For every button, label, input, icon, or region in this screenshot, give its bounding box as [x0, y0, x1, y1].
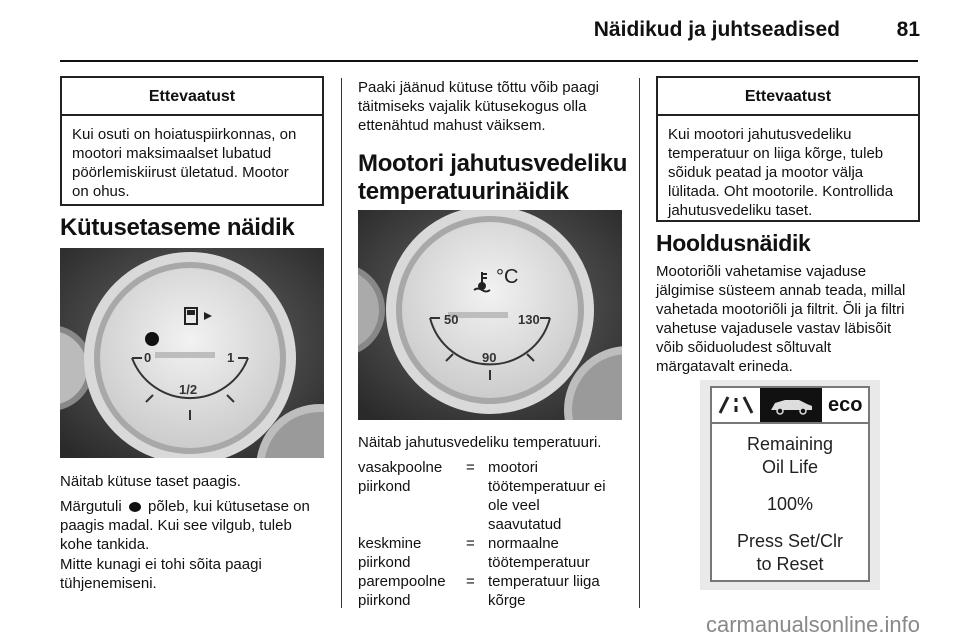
- warning-title: Ettevaatust: [62, 78, 322, 116]
- text-line: täitmiseks vajalik kütusekogus olla: [358, 98, 587, 115]
- oil-line-2: Oil Life: [761, 457, 819, 477]
- temp-mark-50: 50: [444, 312, 459, 327]
- fuel-para-3: [60, 555, 262, 593]
- value-line: saavutatud: [488, 516, 562, 533]
- fuel-mark-full: 1: [227, 350, 235, 365]
- oil-line-4: to Reset: [756, 554, 824, 574]
- table-cell-eq: =: [466, 459, 475, 476]
- text-line: kohe tankida.: [60, 536, 150, 553]
- fuel-para-1: Näitab kütuse taset paagis.: [60, 473, 241, 490]
- road-icon: [712, 393, 760, 417]
- warning-title: Ettevaatust: [658, 78, 918, 116]
- text-line: vahetuse vajadusele vastav läbisõit: [656, 320, 892, 337]
- table-row: [358, 572, 618, 610]
- text-segment: Märgutuli: [60, 498, 122, 515]
- coolant-heading: [358, 150, 627, 206]
- label-line: parempoolne: [358, 573, 446, 590]
- oil-display-header: [712, 388, 868, 424]
- oil-percent: 100%: [766, 494, 814, 514]
- value-line: ole veel: [488, 497, 540, 514]
- page-number: 81: [896, 18, 920, 41]
- value-line: töötemperatuur ei: [488, 478, 606, 495]
- warning-line: Kui osuti on hoiatuspiirkonnas, on: [72, 126, 297, 143]
- table-row: [358, 534, 618, 572]
- warning-body: [658, 116, 918, 229]
- warning-line: mootori maksimaalset lubatud: [72, 145, 272, 162]
- eco-indicator: eco: [828, 393, 863, 416]
- text-line: tühjenemiseni.: [60, 575, 157, 592]
- warning-line: lülitada. Oht mootorile. Kontrollida: [668, 183, 894, 200]
- header-rule: [60, 60, 918, 62]
- table-row: [358, 458, 618, 534]
- value-line: töötemperatuur: [488, 554, 590, 571]
- table-cell-value: [488, 572, 618, 610]
- text-line: paagis madal. Kui see vilgub, tuleb: [60, 517, 292, 534]
- value-line: mootori: [488, 459, 539, 476]
- table-cell-label: [358, 458, 466, 534]
- text-line: Mootoriõli vahetamise vajaduse: [656, 263, 867, 280]
- warning-line: on ohus.: [72, 183, 130, 200]
- column-divider-2: [639, 78, 640, 608]
- text-segment: põleb, kui kütusetase on: [148, 498, 310, 515]
- text-line: jälgimise süsteem annab teada, millal: [656, 282, 906, 299]
- coolant-gauge-image: [358, 210, 622, 420]
- fuel-gauge-image: [60, 248, 324, 458]
- fuel-para-2: [60, 497, 332, 554]
- fuel-para-4: [358, 78, 599, 135]
- warning-body: [62, 116, 322, 210]
- heading-line: Mootori jahutusvedeliku: [358, 150, 628, 177]
- label-line: piirkond: [358, 554, 411, 571]
- label-line: keskmine: [358, 535, 422, 552]
- warning-line: Kui mootori jahutusvedeliku: [668, 126, 852, 143]
- table-cell-eq: =: [466, 535, 475, 552]
- text-line: ettenähtud mahust väiksem.: [358, 117, 546, 134]
- warning-box-left: [60, 76, 324, 206]
- warning-line: jahutusvedeliku taset.: [668, 202, 813, 219]
- warning-line: temperatuur on liiga kõrge, tuleb: [668, 145, 884, 162]
- oil-life-display-image: [700, 380, 880, 590]
- table-cell-eq: =: [466, 573, 475, 590]
- temp-mark-90: 90: [482, 350, 497, 365]
- warning-box-right: [656, 76, 920, 222]
- table-cell-label: [358, 572, 466, 610]
- temp-unit: °C: [496, 266, 519, 288]
- service-paragraph: [656, 262, 926, 376]
- table-cell-value: [488, 534, 618, 572]
- text-line: vahetada mootoriõli ja filtrit. Õli ja filtri: [656, 301, 905, 318]
- value-line: normaalne: [488, 535, 559, 552]
- coolant-table: [358, 458, 618, 610]
- warning-line: pöörlemiskiirust ületatud. Mootor: [72, 164, 289, 181]
- header-title: Näidikud ja juhtseadised: [593, 18, 840, 41]
- table-cell-value: [488, 458, 618, 534]
- heading-line: temperatuurinäidik: [358, 178, 569, 205]
- car-icon: [760, 388, 822, 422]
- value-line: temperatuur liiga: [488, 573, 600, 590]
- value-line: kõrge: [488, 592, 526, 609]
- text-line: Mitte kunagi ei tohi sõita paagi: [60, 556, 262, 573]
- service-heading: Hooldusnäidik: [656, 230, 811, 256]
- fuel-mark-half: 1/2: [179, 382, 198, 397]
- fuel-para-2-line1: [60, 497, 332, 516]
- warning-line: sõiduk peatad ja mootor välja: [668, 164, 864, 181]
- label-line: vasakpoolne: [358, 459, 443, 476]
- temp-mark-130: 130: [518, 312, 540, 327]
- fuel-heading: Kütusetaseme näidik: [60, 214, 295, 241]
- label-line: piirkond: [358, 592, 411, 609]
- oil-line-1: Remaining: [746, 434, 834, 454]
- label-line: piirkond: [358, 478, 411, 495]
- fuel-mark-empty: 0: [144, 350, 152, 365]
- oil-life-screen: [710, 386, 870, 582]
- table-cell-label: [358, 534, 466, 572]
- text-line: võib sõiduoludest sõltuvalt: [656, 339, 832, 356]
- watermark: carmanualsonline.info: [705, 612, 920, 637]
- coolant-caption: Näitab jahutusvedeliku temperatuuri.: [358, 434, 602, 451]
- text-line: Paaki jäänud kütuse tõttu võib paagi: [358, 79, 600, 96]
- column-divider-1: [341, 78, 342, 608]
- oil-line-3: Press Set/Clr: [736, 531, 844, 551]
- fuel-warning-lamp-icon: [129, 502, 141, 512]
- text-line: märgatavalt erineda.: [656, 358, 793, 375]
